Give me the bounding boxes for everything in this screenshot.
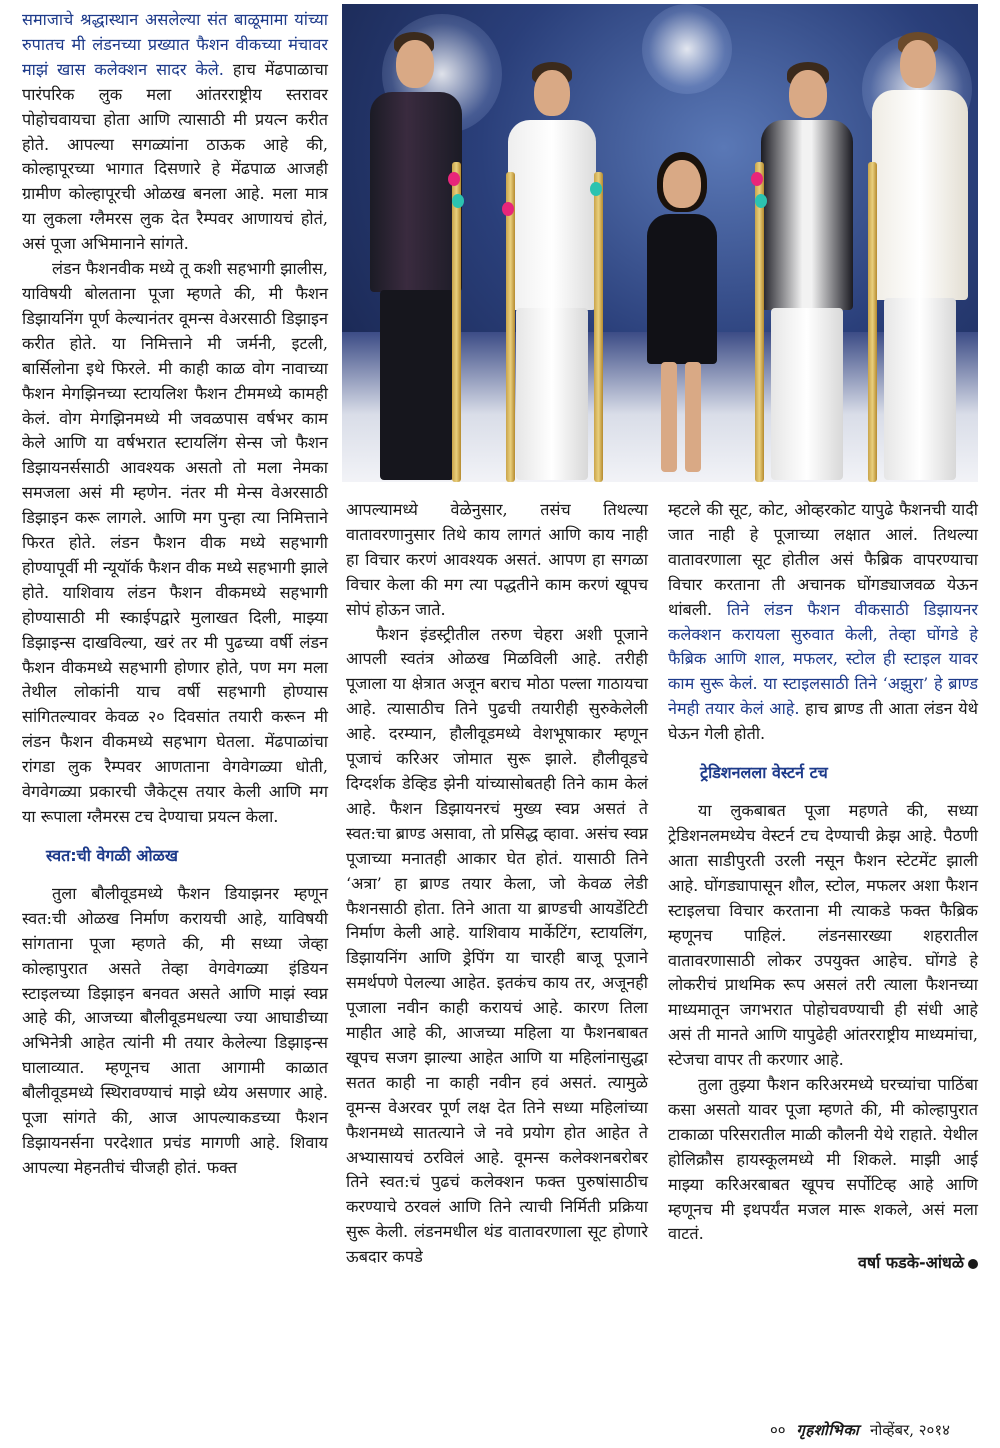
magazine-name: गृहशोभिका xyxy=(796,1421,860,1439)
column-right xyxy=(668,498,978,1276)
paragraph: फैशन इंडस्ट्रीतील तरुण चेहरा अशी पूजाने आपली स्वतंत्र ओळख मिळविली आहे. तरीही पूजाला या क्षेत्रात अजून बराच मोठा पल्ला गाठायचा आहे. त्यासाठीच तिने पुढची तयारीही सुरुकेलेली आहे. दरम्यान, हौलीवूडमध्ये वेशभूषाकार म्हणून पूजाचं करिअर जोमात सुरू झाले. हौलीवूडचे दिग्दर्शक डेव्हिड झेनी यांच्यासोबतही तिने काम केलं आहे. फैशन डिझायनरचं मुख्य स्वप्न असतं ते स्वत:चा ब्राण्ड असावा, तो प्रसिद्ध व्हावा. असंच स्वप्न पूजाच्या मनातही आकार घेत होतं. यासाठी तिने ‘अत्रा’ हा ब्राण्ड तयार केला, जो केवळ लेडी फैशनसाठी होता. तिने आता या ब्राण्डची आयडेंटिटी निर्माण केली आहे. याशिवाय मार्केटिंग, स्टायलिंग, डिझायनिंग आणि ड्रेपिंग या चारही बाजू पूजाने समर्थपणे पेलल्या आहेत. इतकंच काय तर, अजूनही पूजाला नवीन काही करायचं आहे. कारण तिला माहीत आहे की, आजच्या महिला या फैशनबाबत खूपच सजग झाल्या आहेत आणि या महिलांनासुद्धा सतत काही ना काही नवीन हवं असतं. त्यामुळे वूमन्स वेअरवर पूर्ण लक्ष देत तिने सध्या महिलांच्या फैशनमध्ये सातत्याने जे नवे प्रयोग होत आहेत ते अभ्यासायचं ठरविलं आहे. वूमन्स कलेक्शनबरोबर तिने स्वत:चं पुढचं कलेक्शन फक्त पुरुषांसाठीच करण्याचे ठरवलं आणि तिने त्याची निर्मिती प्रक्रिया सुरू केली. लंडनमधील थंड वातावरणाला सूट होणारे ऊबदार कपडे xyxy=(346,624,648,1267)
model-figure xyxy=(862,12,978,482)
model-figure xyxy=(627,42,737,482)
highlighted-text: तिने लंडन फैशन वीकसाठी डिझायनर कलेक्शन करायला सुरुवात केली, तेव्हा घोंगडे हे फैब्रिक आणि शाल, मफलर, स्टोल ही स्टाइल यावर काम सुरू केलं. या स्टाइलसाठी तिने ‘अझुरा’ हे ब्राण्ड नेमही तयार केलं आहे. xyxy=(668,599,978,719)
author-name: वर्षा फडके-आंधळे xyxy=(857,1253,964,1273)
section-heading: स्वत:ची वेगळी ओळख xyxy=(46,845,178,865)
model-figure xyxy=(747,22,867,482)
column-left xyxy=(22,8,328,1181)
page-number: ०० xyxy=(770,1421,786,1439)
page-footer xyxy=(770,1420,950,1440)
model-figure xyxy=(492,22,612,482)
paragraph-intro xyxy=(22,8,328,257)
paragraph xyxy=(668,498,978,747)
runway-photo xyxy=(342,4,978,482)
paragraph: लंडन फैशनवीक मध्ये तू कशी सहभागी झालीस, याविषयी बोलताना पूजा म्हणते की, मी फैशन डिझायनिंग पूर्ण केल्यानंतर वूमन्स वेअरसाठी डिझाइन करीत होते. या निमित्ताने मी जर्मनी, इटली, बार्सिलोना इथे फिरले. मी काही काळ वोग नावाच्या फैशन मेगझिनच्या स्टायलिश फैशन टीममध्ये कामही केलं. वोग मेगझिनमध्ये मी जवळपास वर्षभर काम केले आणि या वर्षभरात स्टायलिंग सेन्स जो फैशन डिझायनर्ससाठी आवश्यक असतो तो मला नेमका समजला असं मी म्हणेन. नंतर मी मेन्स वेअरसाठी डिझाइन करू लागले. आणि मग पुन्हा त्या निमित्ताने फिरत होते. लंडन फैशन वीक मध्ये सहभागी होण्यापूर्वी मी न्यूयॉर्क फैशन वीक मध्ये सहभागी झाले होते. याशिवाय लंडन फैशन वीकमध्ये सहभागी होण्यासाठी मी स्काईपद्वारे मुलाखत दिली, माझ्या डिझाइन्स दाखविल्या, खरं तर मी पुढच्या वर्षी लंडन फैशन वीकमध्ये सहभागी होणार होते, पण मग मला तेथील लोकांनी याच वर्षी सहभागी होण्यास सांगितल्यावर केवळ २० दिवसांत तयारी करून मी लंडन फैशन वीकमध्ये सहभाग घेतला. मेंढपाळांचा रांगडा लुक रैम्पवर आणताना वेगवेगळ्या धोती, वेगवेगळ्या प्रकारची जैकेट्स तयार केली आणि मग या रूपाला ग्लैमरस टच देण्याचा प्रयत्न केला. xyxy=(22,259,328,826)
highlighted-text: समाजाचे श्रद्धास्थान असलेल्या संत बाळूमामा यांच्या रुपातच मी लंडनच्या प्रख्यात फैशन वीकच्या मंचावर माझं खास कलेक्शन सादर केले. xyxy=(22,10,328,79)
paragraph-text: हाच ब्राण्ड ती आता लंडन येथे घेऊन गेली होती. xyxy=(668,699,978,744)
end-mark-icon xyxy=(968,1259,978,1269)
author-byline xyxy=(668,1251,978,1276)
paragraph: आपल्यामध्ये वेळेनुसार, तसंच तिथल्या वातावरणानुसार तिथे काय लागतं आणि काय नाही हा विचार करणं आवश्यक असतं. आपण हा सगळा विचार केला की मग त्या पद्धतीने काम करणं खूपच सोपं होऊन जाते. xyxy=(346,500,648,619)
paragraph-text: म्हटले की सूट, कोट, ओव्हरकोट यापुढे फैशनची यादी जात नाही हे पूजाच्या लक्षात आलं. तिथल्या वातावरणाला सूट होतील असं फैब्रिक वापरण्याचा विचार करताना ती अचानक घोंगड्याजवळ येऊन थांबली. xyxy=(668,500,978,619)
column-middle xyxy=(346,498,648,1270)
paragraph: तुला तुझ्या फैशन करिअरमध्ये घरच्यांचा पाठिंबा कसा असतो यावर पूजा म्हणते की, मी कोल्हापुरात टाकाळा परिसरातील माळी कौलनी येथे राहाते. येथील होलिक्रौस हायस्कूलमध्ये मी शिकले. माझी आई माझ्या करिअरबाबत खूपच सर्पोटिव्ह आहे आणि म्हणूनच मी इथपर्यंत मजल मारू शकले, असं मला वाटतं. xyxy=(668,1075,978,1244)
section-heading: ट्रेडिशनलला वेस्टर्न टच xyxy=(700,763,828,783)
model-figure xyxy=(352,22,472,482)
issue-date: नोव्हेंबर, २०१४ xyxy=(870,1421,950,1439)
paragraph-text: हाच मेंढपाळाचा पारंपरिक लुक मला आंतरराष्ट्रीय स्तरावर पोहोचवायचा होता आणि त्यासाठी मी प्रयत्न करीत होते. आपल्या सगळ्यांना ठाऊक आहे की, कोल्हापूरच्या भागात दिसणारे हे मेंढपाळ आजही ग्रामीण कोल्हापूरची ओळख बनला आहे. मला मात्र या लुकला ग्लैमरस लुक देत रैम्पवर आणायचं होतं, असं पूजा अभिमानाने सांगते. xyxy=(22,59,329,254)
paragraph: या लुकबाबत पूजा महणते की, सध्या ट्रेडिशनलमध्येच वेस्टर्न टच देण्याची क्रेझ आहे. पैठणी आता साडीपुरती उरली नसून फैशन स्टेटमेंट झाली आहे. घोंगड्यापासून शौल, स्टोल, मफलर अशा फैशन स्टाइलचा विचार करताना मी त्याकडे फक्त फैब्रिक म्हणूनच पाहिलं. लंडनसारख्या शहरातील वातावरणासाठी लोकर उपयुक्त आहेच. घोंगडे हे लोकरीचं प्राथमिक रूप असलं तरी त्याला फैशनच्या माध्यमातून जगभरात पोहोचवण्याची ही संधी आहे असं ती मानते आणि यापुढेही आंतरराष्ट्रीय माध्यमांचा, स्टेजचा वापर ती करणार आहे. xyxy=(668,801,978,1070)
paragraph: तुला बौलीवूडमध्ये फैशन डियाझनर म्हणून स्वत:ची ओळख निर्माण करायची आहे, याविषयी सांगताना पूजा म्हणते की, मी सध्या जेव्हा कोल्हापुरात असते तेव्हा वेगवेगळ्या इंडियन स्टाइलच्या डिझाइन बनवत असते आणि माझं स्वप्न आहे की, आजच्या बौलीवूडमधल्या ज्या आघाडीच्या अभिनेत्री आहेत त्यांनी मी तयार केलेल्या डिझाइन्स घालाव्यात. म्हणूनच आता आगामी काळात बौलीवूडमध्ये स्थिरावण्याचं माझे ध्येय असणार आहे. पूजा सांगते की, आज आपल्याकडच्या फैशन डिझायनर्सना परदेशात प्रचंड मागणी आहे. शिवाय आपल्या मेहनतीचं चीजही होतं. फक्त xyxy=(22,883,328,1177)
